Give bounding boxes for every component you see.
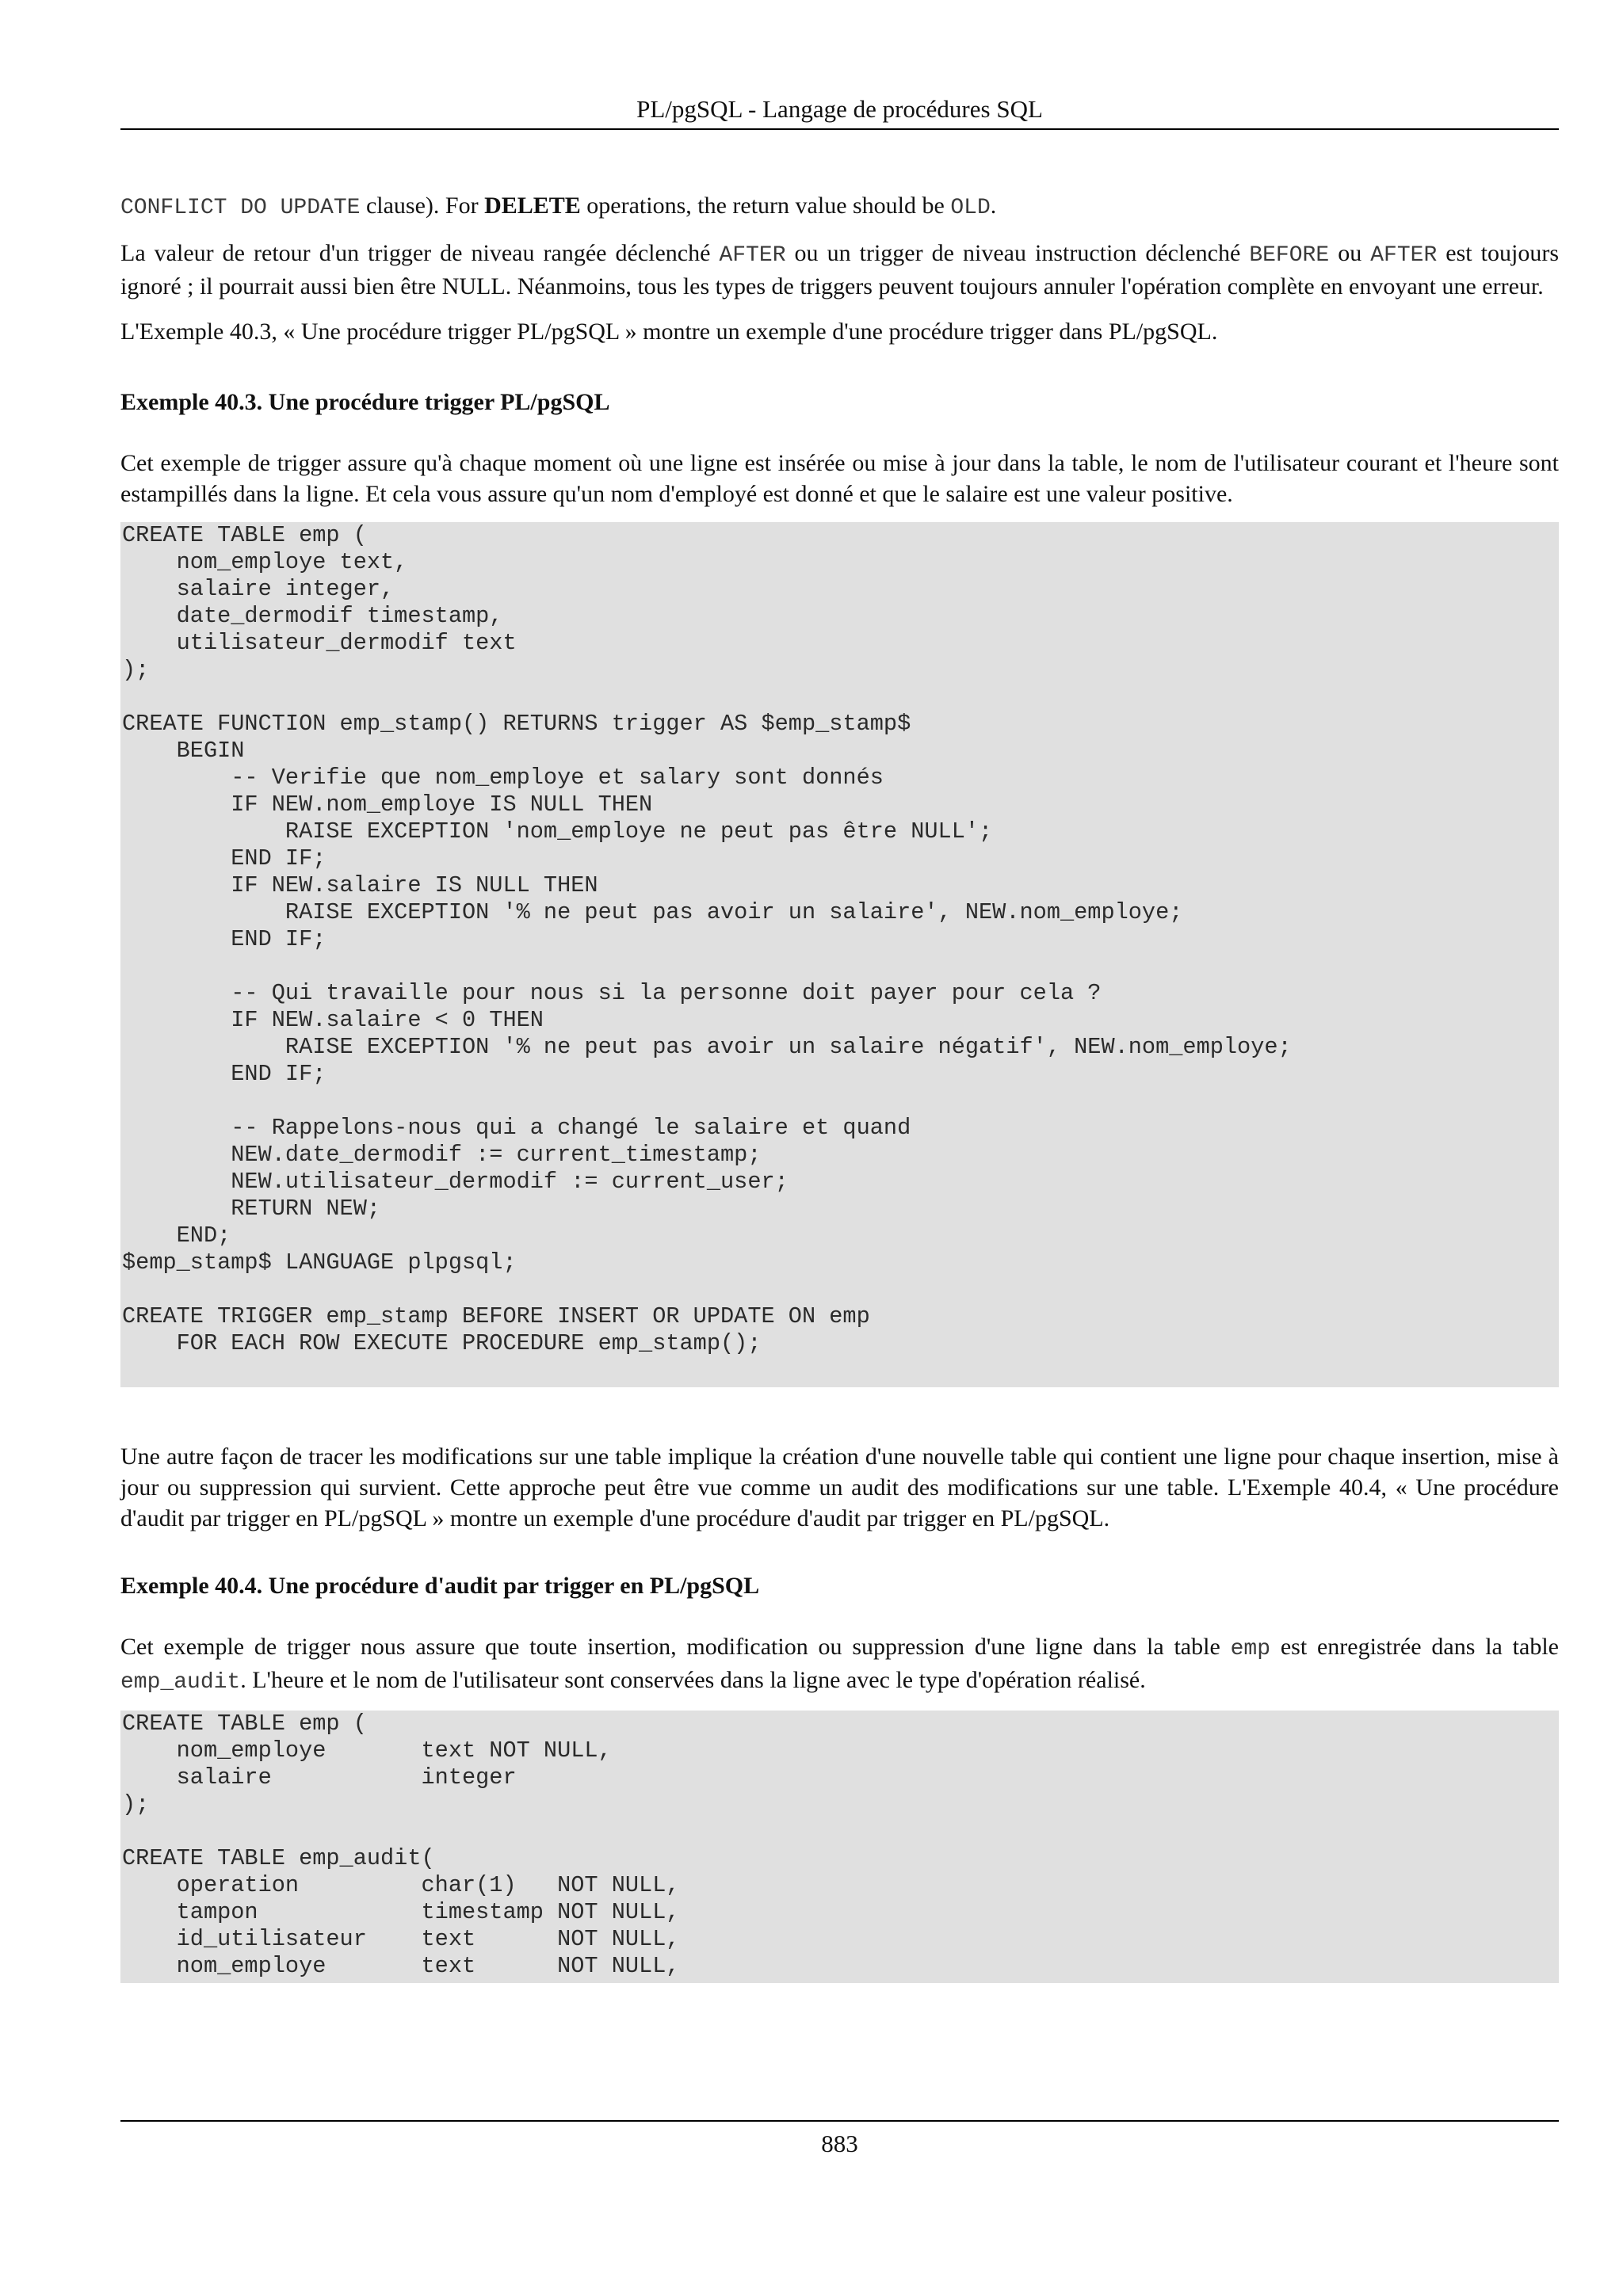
inline-code: emp (1230, 1637, 1271, 1661)
text-run: ou un trigger de niveau instruction déclenché (785, 240, 1250, 266)
inline-code: AFTER (719, 243, 786, 268)
text-run: La valeur de retour d'un trigger de niveau rangée déclenché (120, 240, 720, 266)
example-title-40-4: Exemple 40.4. Une procédure d'audit par trigger en PL/pgSQL (120, 1573, 760, 1599)
example-title-40-3: Exemple 40.3. Une procédure trigger PL/pgSQL (120, 389, 610, 415)
document-page (120, 0, 1559, 2296)
inline-code: CONFLICT DO UPDATE (120, 196, 361, 220)
paragraph-after-trigger-return (120, 238, 1559, 302)
text-run: ou (1329, 240, 1371, 266)
text-run: est toujours ignoré ; il pourrait aussi bien être NULL. Néanmoins, tous les types de triggers peuvent toujours annuler l'opération complète en envoyant une erreur. (120, 240, 1560, 299)
inline-code: AFTER (1370, 243, 1438, 268)
inline-code: emp_audit (120, 1670, 241, 1695)
paragraph-audit-approach: Une autre façon de tracer les modifications sur une table implique la création d'une nouvelle table qui contient une ligne pour chaque insertion, mise à jour ou suppression qui survient. Cette approche peut être vue comme un audit des modifications sur une table. L'Exemple 40.4, « Une procédure d'audit par trigger en PL/pgSQL » montre un exemple d'une procédure d'audit par trigger en PL/pgSQL. (120, 1444, 1559, 1531)
footer-rule (120, 2120, 1559, 2122)
running-header: PL/pgSQL - Langage de procédures SQL (636, 95, 1043, 123)
paragraph-return-value-delete (120, 190, 1559, 223)
header-rule (120, 128, 1559, 130)
example-description-40-4 (120, 1631, 1559, 1698)
paragraph-example-reference: L'Exemple 40.3, « Une procédure trigger PL/pgSQL » montre un exemple d'une procédure trigger dans PL/pgSQL. (120, 318, 1218, 345)
text-run: . L'heure et le nom de l'utilisateur sont conservées dans la ligne avec le type d'opération réalisé. (240, 1667, 1146, 1693)
bold-keyword: DELETE (484, 193, 581, 219)
text-run: Cet exemple de trigger nous assure que toute insertion, modification ou suppression d'une ligne dans la table (120, 1634, 1231, 1660)
page-number: 883 (821, 2130, 858, 2157)
page-content (120, 190, 1559, 1983)
text-run: operations, the return value should be (580, 193, 951, 219)
text-run: . (990, 193, 997, 219)
example-description-40-3: Cet exemple de trigger assure qu'à chaque moment où une ligne est insérée ou mise à jour dans la table, le nom de l'utilisateur courant et l'heure sont estampillés dans la ligne. Et cela vous assure qu'un nom d'employé est donné et que le salaire est une valeur positive. (120, 450, 1559, 507)
inline-code: OLD (950, 196, 991, 220)
text-run: clause). For (360, 193, 485, 219)
code-block-emp-stamp: CREATE TABLE emp ( nom_employe text, salaire integer, date_dermodif timestamp, utilisateur_dermodif text ); CREATE FUNCTION emp_stamp() RETURNS trigger AS $emp_stamp$ BEGIN -- Verifie que nom_employe et salary sont donnés IF NEW.nom_employe IS NULL THEN RAISE EXCEPTION 'nom_employe ne peut pas être NULL'; END IF; IF NEW.salaire IS NULL THEN RAISE EXCEPTION '% ne peut pas avoir un salaire', NEW.nom_employe; END IF; -- Qui travaille pour nous si la personne doit payer pour cela ? IF NEW.salaire < 0 THEN RAISE EXCEPTION '% ne peut pas avoir un salaire négatif', NEW.nom_employe; END IF; -- Rappelons-nous qui a changé le salaire et quand NEW.date_dermodif := current_timestamp; NEW.utilisateur_dermodif := current_user; RETURN NEW; END; $emp_stamp$ LANGUAGE plpgsql; CREATE TRIGGER emp_stamp BEFORE INSERT OR UPDATE ON emp FOR EACH ROW EXECUTE PROCEDURE emp_stamp(); (120, 522, 1559, 1387)
code-block-emp-audit: CREATE TABLE emp ( nom_employe text NOT NULL, salaire integer ); CREATE TABLE emp_audit( operation char(1) NOT NULL, tampon timestamp NOT NULL, id_utilisateur text NOT NULL, nom_employe text NOT NULL, (120, 1711, 1559, 1983)
inline-code: BEFORE (1249, 243, 1330, 268)
text-run: est enregistrée dans la table (1270, 1634, 1559, 1660)
